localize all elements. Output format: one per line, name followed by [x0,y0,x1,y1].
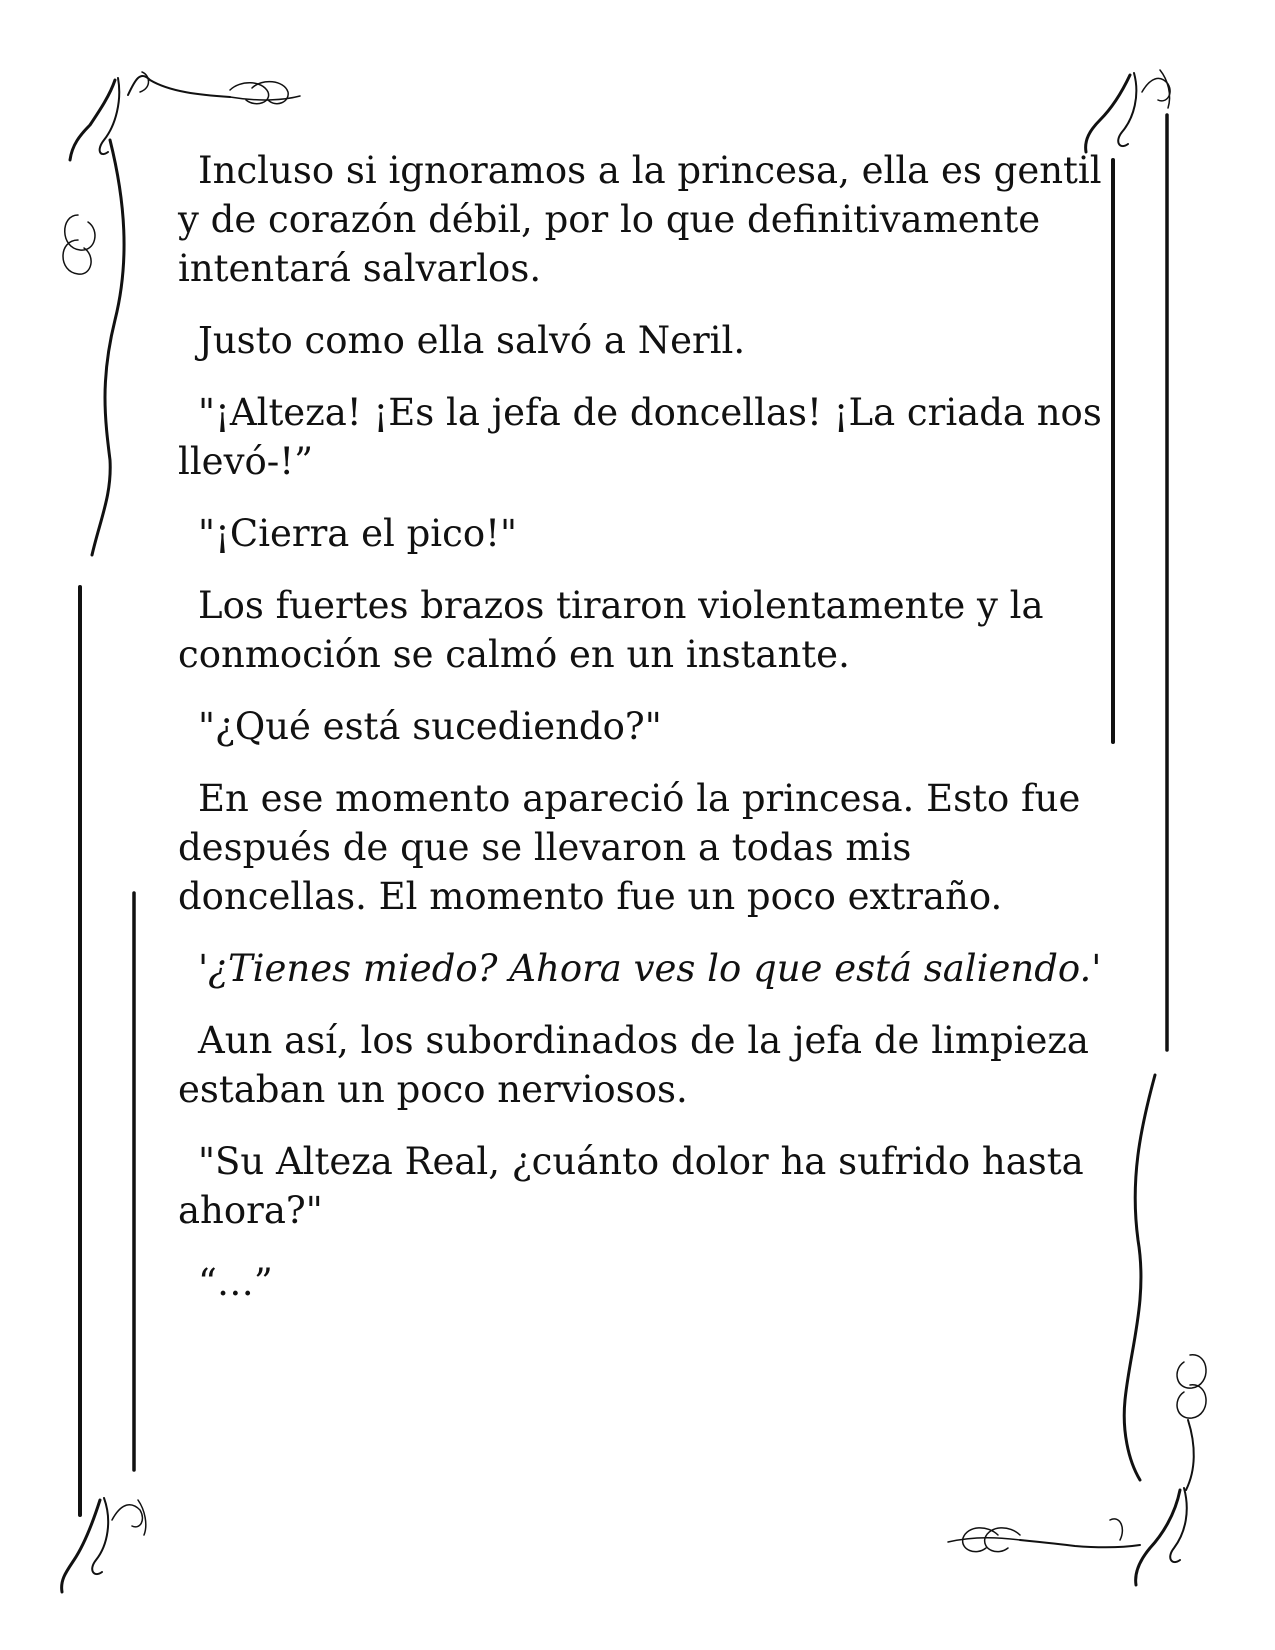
paragraph: "¿Qué está sucediendo?" [198,705,662,748]
left-vine-icon [63,140,124,555]
paragraph: "¡Cierra el pico!" [198,512,518,555]
paragraph: Los fuertes brazos tiraron violentamente y la conmoción se calmó en un instante. [178,584,1044,676]
paragraph-thought: '¿Tienes miedo? Ahora ves lo que está saliendo.' [198,947,1102,990]
bottom-left-flourish-icon [62,1498,146,1592]
paragraph: “…” [198,1261,273,1304]
right-vine-icon [1124,1075,1206,1490]
bottom-right-flourish-icon [948,1488,1187,1585]
text-body [178,146,1108,1330]
top-right-flourish-icon [1086,70,1170,152]
paragraph: Justo como ella salvó a Neril. [198,319,746,362]
paragraph: Incluso si ignoramos a la princesa, ella es gentil y de corazón débil, por lo que definitivamente intentará salvarlos. [178,149,1102,290]
paragraph: Aun así, los subordinados de la jefa de limpieza estaban un poco nerviosos. [178,1019,1089,1111]
paragraph: En ese momento apareció la princesa. Esto fue después de que se llevaron a todas mis doncellas. El momento fue un poco extraño. [178,777,1081,918]
paragraph: "Su Alteza Real, ¿cuánto dolor ha sufrido hasta ahora?" [178,1140,1084,1232]
paragraph: "¡Alteza! ¡Es la jefa de doncellas! ¡La criada nos llevó-!” [178,391,1102,483]
